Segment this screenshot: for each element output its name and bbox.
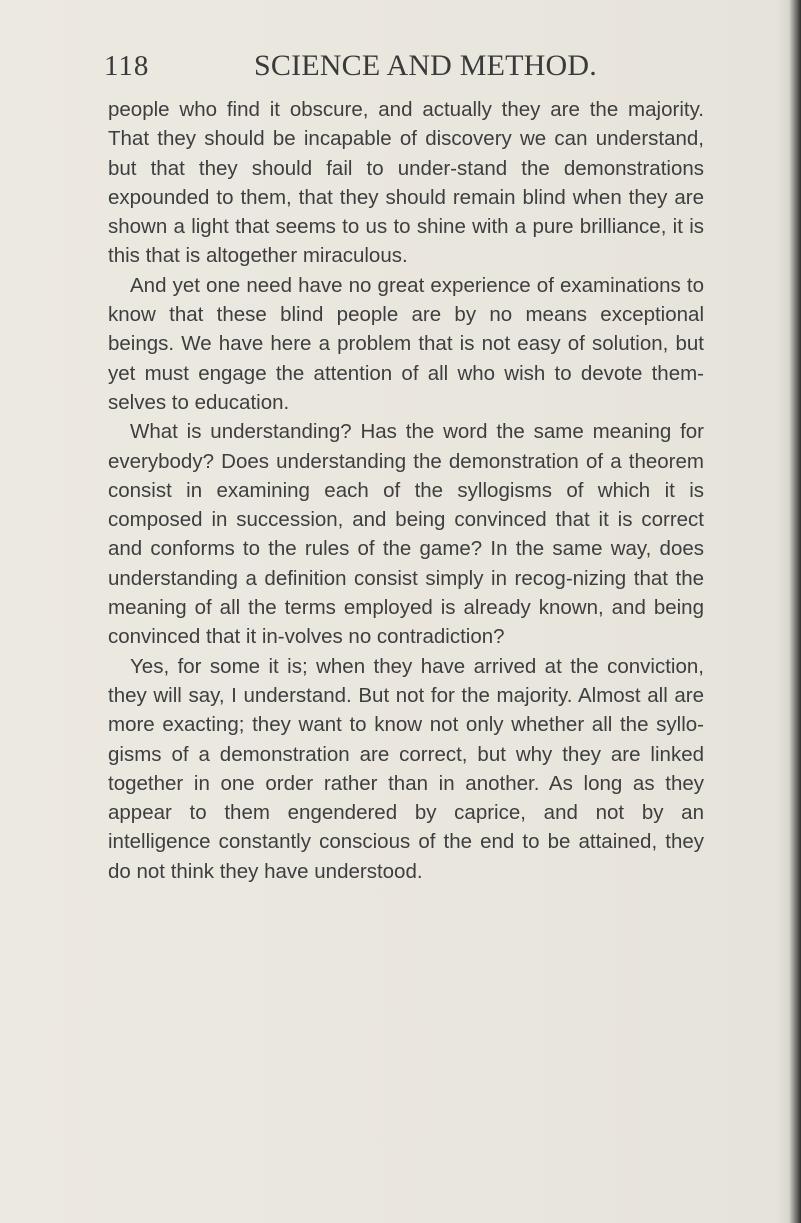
page-number: 118 [104,50,150,82]
paragraph: And yet one need have no great experience of examinations to know that these blind people are by no means exceptional beings. We have here a problem that is not easy of solution, but yet must engage the attention of all who wish to devote them-selves to education. [108,273,704,414]
page-edge-shadow [789,0,801,1223]
paragraph-continued: people who find it obscure, and actually they are the majority. That they should be incapable of discovery we can understand, but that they should fail to under-stand the demonstrations expounded to them, that they should remain blind when they are shown a light that seems to us to shine with a pure brilliance, it is this that is altogether miraculous. [108,98,704,268]
running-title: SCIENCE AND METHOD. [254,49,597,82]
body-text [108,95,704,886]
paragraph: Yes, for some it is; when they have arrived at the conviction, they will say, I understand. But not for the majority. Almost all are more exacting; they want to know not only whether all the syllo-gisms of a demonstration are correct, but why they are linked together in one order rather than in another. As long as they appear to them engendered by caprice, and not by an intelligence constantly conscious of the end to be attained, they do not think they have understood. [108,654,704,883]
running-head [104,46,720,86]
paragraph: What is understanding? Has the word the same meaning for everybody? Does understanding the demonstration of a theorem consist in examining each of the syllogisms of which it is composed in succession, and being convinced that it is correct and conforms to the rules of the game? In the same way, does understanding a definition consist simply in recog-nizing that the meaning of all the terms employed is already known, and being convinced that it in-volves no contradiction? [108,420,704,649]
